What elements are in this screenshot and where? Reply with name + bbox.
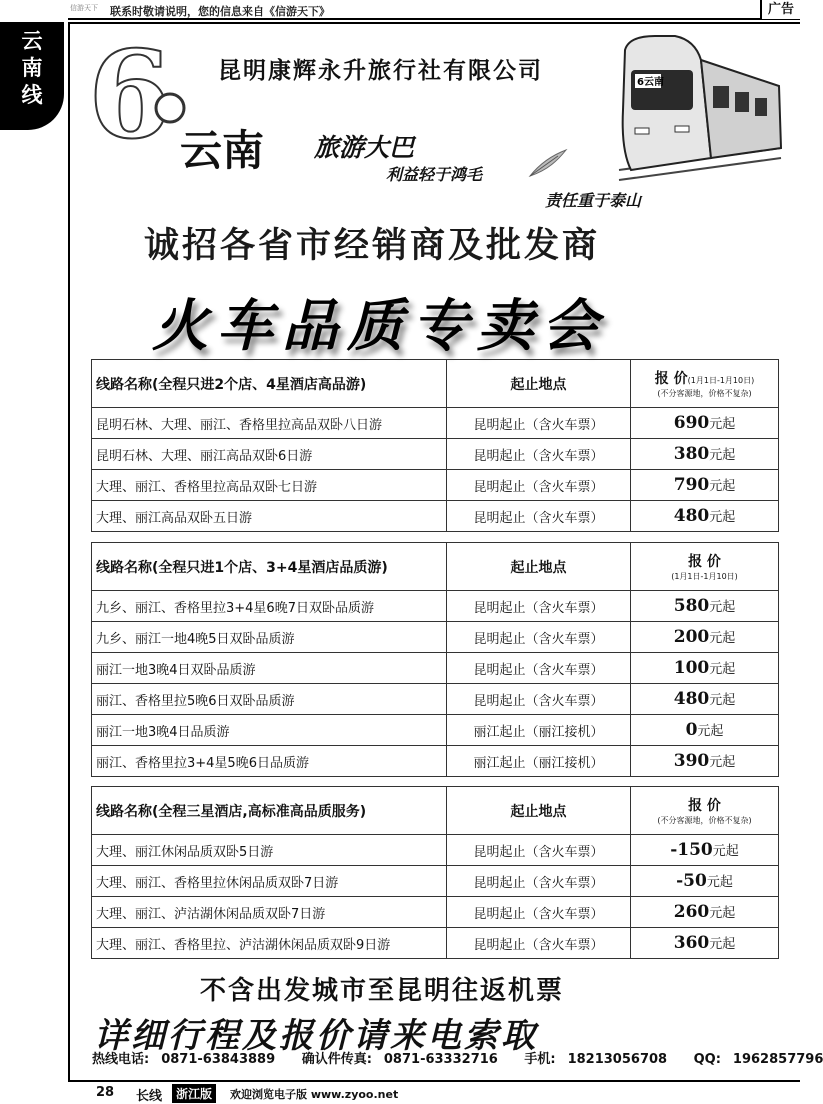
company-name: 昆明康辉永升旅行社有限公司: [218, 58, 543, 84]
table-row: [92, 408, 779, 439]
route-price: [631, 866, 779, 897]
route-origin: 昆明起止（含火车票）: [447, 928, 631, 959]
route-origin: 昆明起止（含火车票）: [447, 470, 631, 501]
price-unit: 元起: [709, 600, 736, 615]
price-header-note: (不分客源地，价格不复杂): [657, 389, 752, 398]
price-unit: 元起: [709, 448, 736, 463]
route-origin: 昆明起止（含火车票）: [447, 653, 631, 684]
route-price: [631, 470, 779, 501]
table-row: [92, 622, 779, 653]
route-price: [631, 746, 779, 777]
origin-column-header: 起止地点: [447, 787, 631, 835]
region-tab: [0, 22, 64, 130]
feather-icon: [528, 148, 568, 178]
table-row: [92, 715, 779, 746]
route-table-2: [91, 542, 779, 777]
price-column-header: [631, 787, 779, 835]
price-unit: 元起: [697, 724, 724, 739]
call-for-details: 详细行程及报价请来电索取: [94, 1016, 538, 1056]
route-name: 大理、丽江、香格里拉高品双卧七日游: [92, 470, 447, 501]
route-origin: 昆明起止（含火车票）: [447, 408, 631, 439]
expo-title: 火车品质专卖会: [152, 293, 607, 359]
table-header-row: [92, 787, 779, 835]
route-price: [631, 835, 779, 866]
price-value: 790: [673, 475, 710, 495]
route-price: [631, 501, 779, 532]
ad-label: 广告: [760, 0, 800, 19]
region-tab-char: 线: [21, 83, 43, 107]
route-origin: 昆明起止（含火车票）: [447, 622, 631, 653]
top-strip: [68, 0, 800, 20]
route-name: 大理、丽江、泸沽湖休闲品质双卧7日游: [92, 897, 447, 928]
edition-badge: 浙江版: [172, 1084, 216, 1103]
route-name: 丽江一地3晚4日双卧品质游: [92, 653, 447, 684]
table-row: [92, 897, 779, 928]
origin-column-header: 起止地点: [447, 543, 631, 591]
route-origin: 昆明起止（含火车票）: [447, 866, 631, 897]
page-number: 28: [96, 1085, 115, 1100]
route-name: 昆明石林、大理、丽江高品双卧6日游: [92, 439, 447, 470]
price-unit: 元起: [712, 844, 739, 859]
route-origin: 昆明起止（含火车票）: [447, 501, 631, 532]
region-tab-char: 云: [21, 29, 43, 53]
route-origin: 丽江起止（丽江接机）: [447, 715, 631, 746]
fax-number[interactable]: 0871-63332716: [383, 1052, 498, 1067]
route-price: [631, 622, 779, 653]
route-price: [631, 439, 779, 470]
price-unit: 元起: [709, 693, 736, 708]
fax-label: 确认件传真:: [301, 1052, 372, 1067]
table-row: [92, 684, 779, 715]
route-column-header: 线路名称(全程三星酒店,高标准高品质服务): [92, 787, 447, 835]
price-unit: 元起: [709, 510, 736, 525]
price-header-label: 报 价: [654, 371, 688, 387]
brand-yunnan: 云南: [180, 126, 265, 175]
route-name: 大理、丽江休闲品质双卧5日游: [92, 835, 447, 866]
table-row: [92, 501, 779, 532]
price-unit: 元起: [709, 479, 736, 494]
table-row: [92, 746, 779, 777]
table-header-row: [92, 543, 779, 591]
route-price: [631, 684, 779, 715]
price-header-note: (1月1日-1月10日): [671, 572, 738, 581]
route-price: [631, 897, 779, 928]
route-table-1: [91, 359, 779, 532]
slogan-feather: 利益轻于鸿毛: [386, 165, 483, 184]
mobile-label: 手机:: [524, 1052, 556, 1067]
table-row: [92, 439, 779, 470]
price-unit: 元起: [709, 631, 736, 646]
price-unit: 元起: [709, 937, 736, 952]
publication-logo: 信游天下: [70, 4, 98, 12]
price-value: 360: [673, 933, 710, 953]
table-row: [92, 928, 779, 959]
route-origin: 昆明起止（含火车票）: [447, 684, 631, 715]
slogan-mountain: 责任重于泰山: [545, 191, 642, 210]
price-value: 480: [673, 506, 710, 526]
route-origin: 昆明起止（含火车票）: [447, 439, 631, 470]
qq-number[interactable]: 1962857796: [732, 1052, 823, 1067]
route-origin: 昆明起止（含火车票）: [447, 591, 631, 622]
price-unit: 元起: [706, 875, 733, 890]
price-unit: 元起: [709, 417, 736, 432]
route-name: 丽江、香格里拉3+4星5晚6日品质游: [92, 746, 447, 777]
price-header-note: (不分客源地，价格不复杂): [657, 816, 752, 825]
price-value: 260: [673, 902, 710, 922]
price-value: 0: [685, 720, 698, 740]
region-tab-char: 南: [21, 56, 43, 80]
route-price: [631, 591, 779, 622]
table-row: [92, 591, 779, 622]
qq-label: QQ:: [693, 1052, 721, 1067]
route-name: 丽江、香格里拉5晚6日双卧品质游: [92, 684, 447, 715]
contact-line: [92, 1048, 823, 1067]
route-name: 九乡、丽江、香格里拉3+4星6晚7日双卧品质游: [92, 591, 447, 622]
price-unit: 元起: [709, 906, 736, 921]
route-price: [631, 408, 779, 439]
no-airfare-notice: 不含出发城市至昆明往返机票: [200, 976, 565, 1006]
train-icon: [615, 30, 785, 190]
price-value: -50: [676, 871, 707, 891]
price-unit: 元起: [709, 662, 736, 677]
price-value: 690: [673, 413, 710, 433]
hotline-label: 热线电话:: [92, 1052, 150, 1067]
route-price: [631, 715, 779, 746]
table-row: [92, 866, 779, 897]
price-value: -150: [670, 840, 713, 860]
section-name: 长线: [136, 1089, 163, 1104]
price-unit: 元起: [709, 755, 736, 770]
route-origin: 昆明起止（含火车票）: [447, 897, 631, 928]
table-row: [92, 653, 779, 684]
price-value: 390: [673, 751, 710, 771]
price-header-period: (1月1日-1月10日): [687, 376, 755, 385]
tour-bus-label: 旅游大巴: [314, 133, 415, 162]
price-column-header: [631, 360, 779, 408]
route-price: [631, 653, 779, 684]
table-row: [92, 470, 779, 501]
route-name: 大理、丽江、香格里拉休闲品质双卧7日游: [92, 866, 447, 897]
brand-logo-6: 6: [88, 25, 142, 166]
price-value: 380: [673, 444, 710, 464]
route-name: 大理、丽江高品双卧五日游: [92, 501, 447, 532]
page-footer: [68, 1083, 418, 1103]
route-origin: 昆明起止（含火车票）: [447, 835, 631, 866]
route-name: 丽江一地3晚4日品质游: [92, 715, 447, 746]
route-column-header: 线路名称(全程只进2个店、4星酒店高品游): [92, 360, 447, 408]
train-badge: 6云南: [637, 77, 664, 88]
price-value: 480: [673, 689, 710, 709]
table-header-row: [92, 360, 779, 408]
mobile-number[interactable]: 18213056708: [567, 1052, 668, 1067]
recruit-headline: 诚招各省市经销商及批发商: [144, 226, 601, 266]
table-row: [92, 835, 779, 866]
route-column-header: 线路名称(全程只进1个店、3+4星酒店品质游): [92, 543, 447, 591]
route-price: [631, 928, 779, 959]
price-value: 580: [673, 596, 710, 616]
price-header-label: 报 价: [688, 798, 721, 814]
website-link[interactable]: 欢迎浏览电子版 www.zyoo.net: [230, 1088, 399, 1101]
price-header-label: 报 价: [688, 554, 721, 570]
route-table-3: [91, 786, 779, 959]
price-column-header: [631, 543, 779, 591]
route-name: 九乡、丽江一地4晚5日双卧品质游: [92, 622, 447, 653]
price-value: 200: [673, 627, 710, 647]
contact-note: 联系时敬请说明，您的信息来自《信游天下》: [110, 5, 330, 18]
hotline-number[interactable]: 0871-63843889: [161, 1052, 276, 1067]
price-value: 100: [673, 658, 710, 678]
route-origin: 丽江起止（丽江接机）: [447, 746, 631, 777]
route-name: 大理、丽江、香格里拉、泸沽湖休闲品质双卧9日游: [92, 928, 447, 959]
route-name: 昆明石林、大理、丽江、香格里拉高品双卧八日游: [92, 408, 447, 439]
origin-column-header: 起止地点: [447, 360, 631, 408]
